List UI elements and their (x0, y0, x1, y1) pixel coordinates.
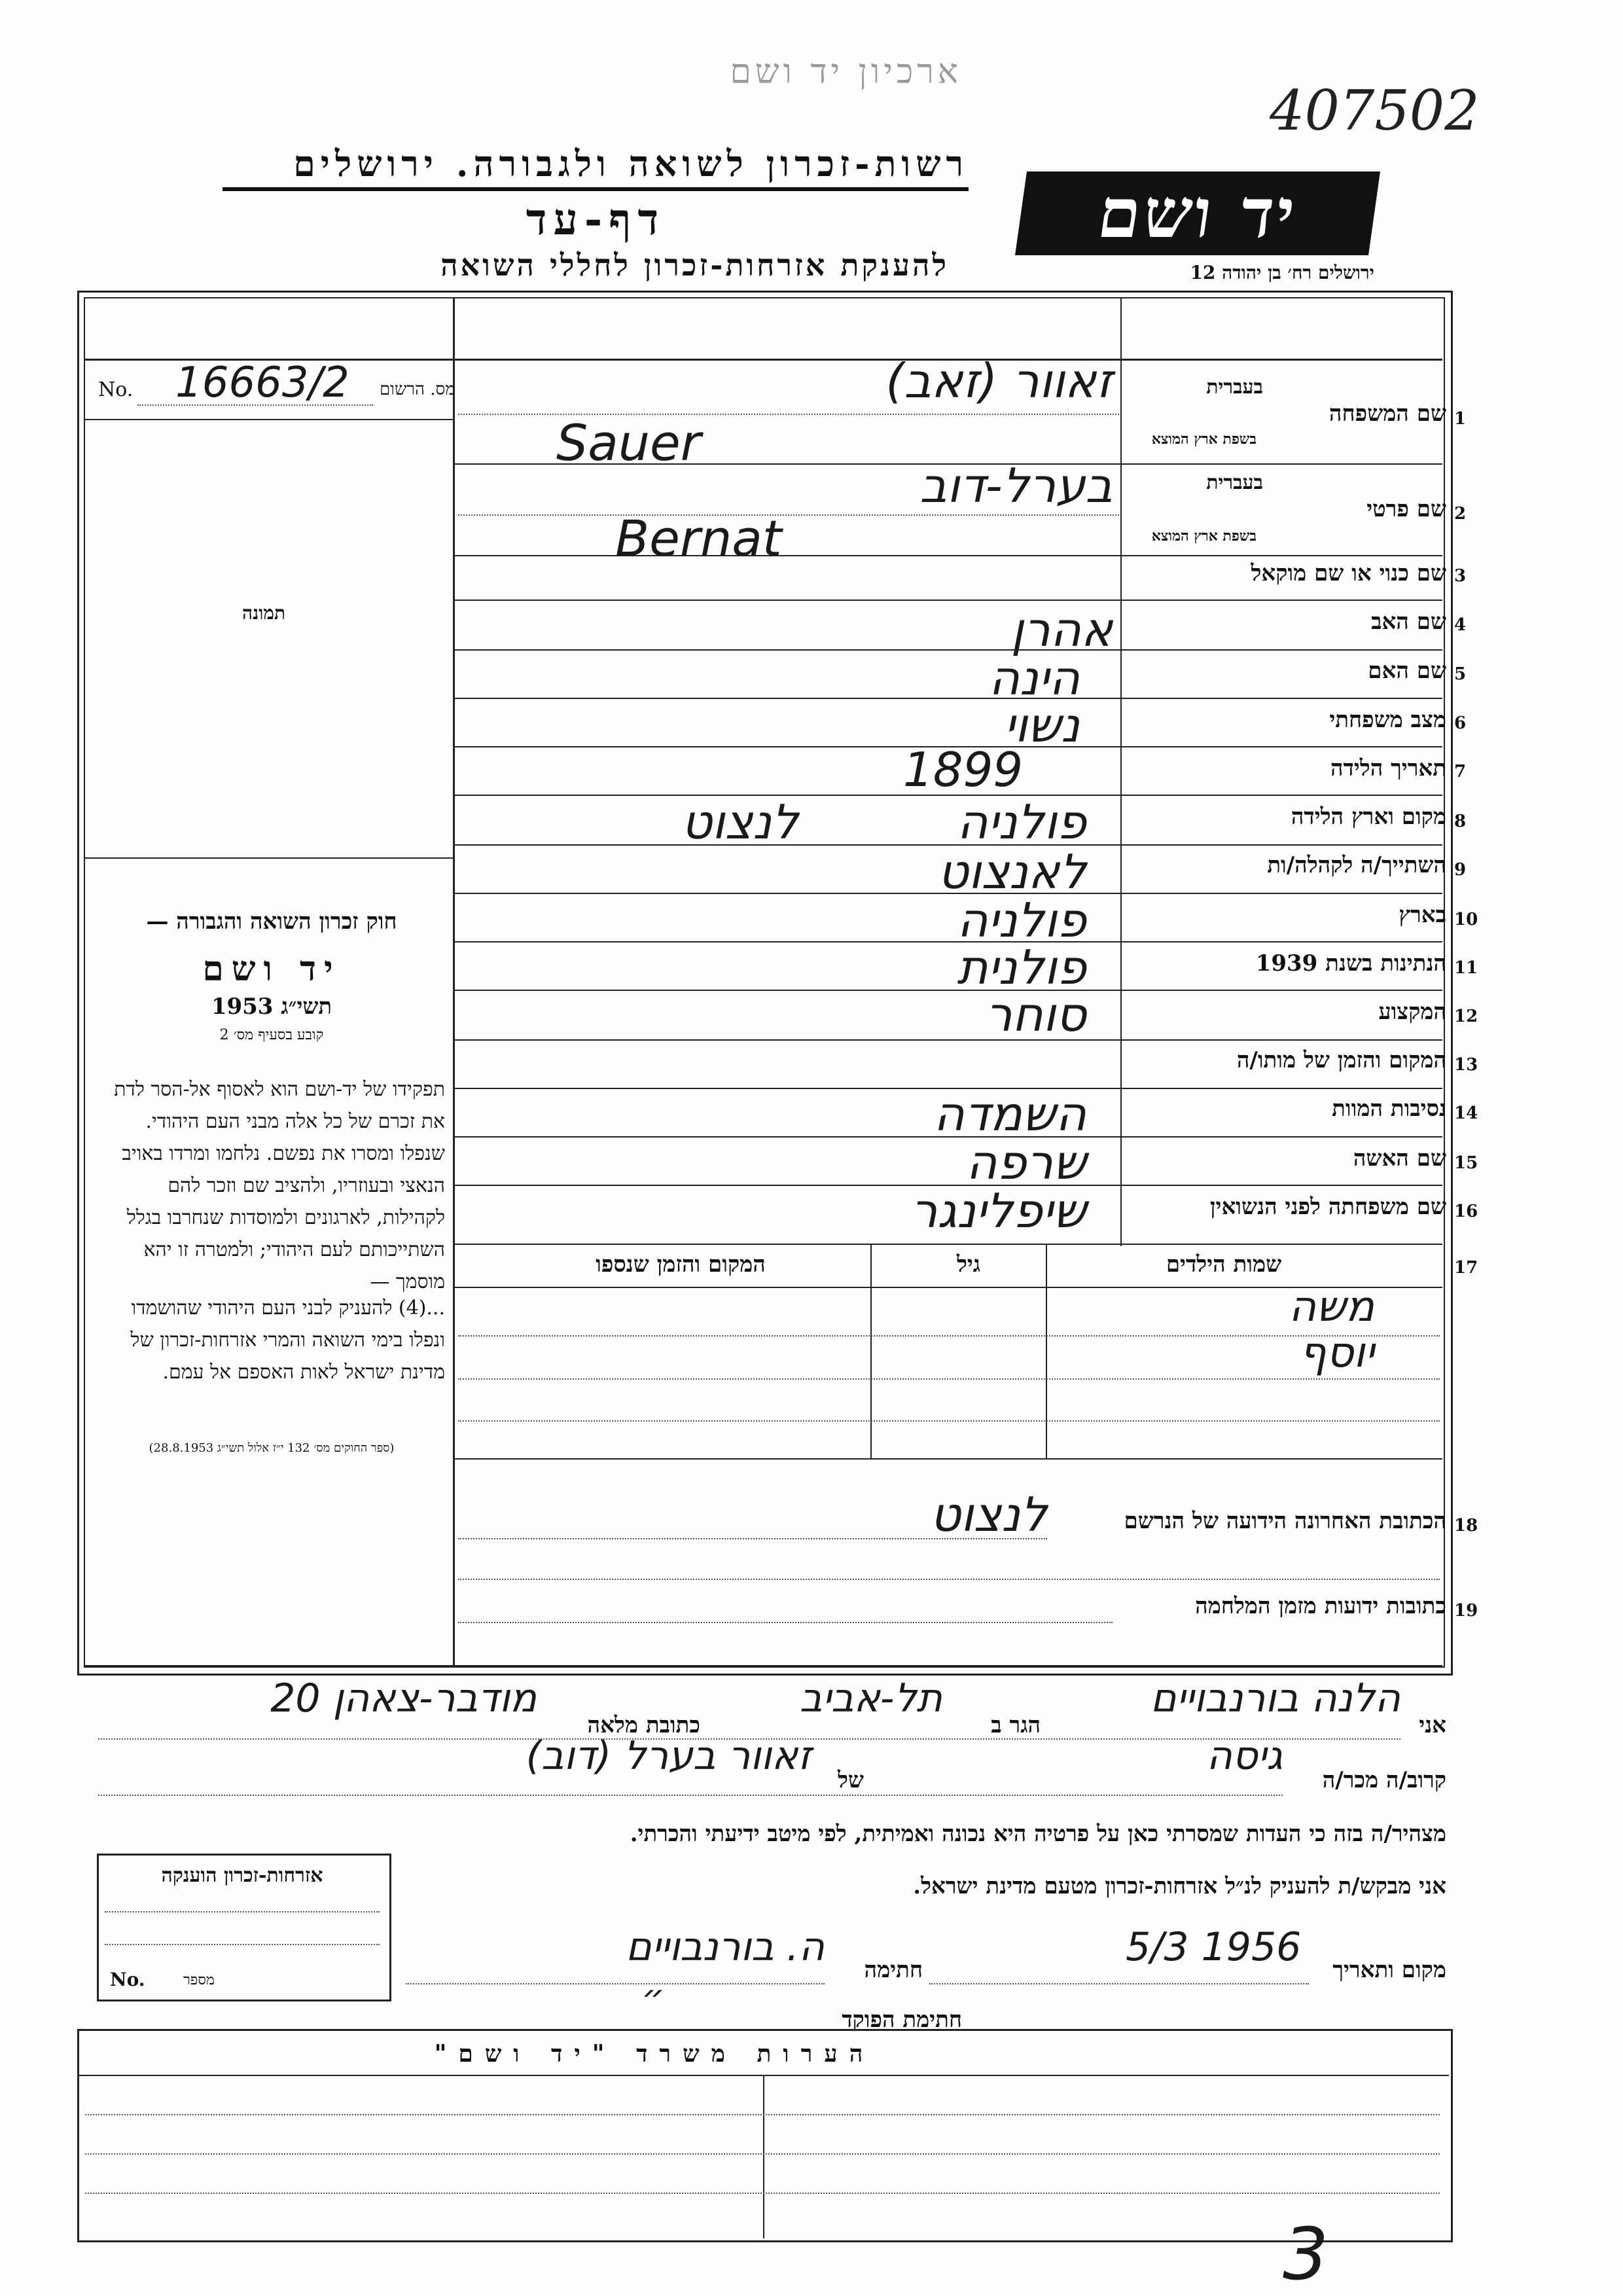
row-number: 4 (1454, 615, 1467, 635)
field-label: המקום והזמן של מותו/ה (1236, 1047, 1446, 1073)
date-line (929, 1983, 1309, 1984)
field-value: סוחר (985, 987, 1086, 1042)
field-label: בארץ (1399, 902, 1446, 928)
label-column-divider (1120, 297, 1122, 1246)
official-mark: ״ (641, 1977, 666, 2019)
field-label: שם פרטי (1366, 496, 1446, 522)
archive-number: 407502 (1270, 79, 1480, 143)
statement-truth: מצהיר/ה בזה כי העדות שמסרתי כאן על פרטיה היא נכונה ואמיתית, לפי מיטב ידיעתי והכרתי. (630, 1821, 1446, 1847)
declaration-line (98, 1795, 1283, 1796)
field-value: נשוי (1004, 698, 1080, 753)
lives-in-label: הגר ב (991, 1712, 1041, 1738)
field-label: נסיבות המוות (1332, 1096, 1446, 1122)
signature-label: חתימה (864, 1957, 923, 1983)
field-label: תאריך הלידה (1330, 755, 1446, 781)
row-number: 12 (1454, 1007, 1478, 1026)
row-number: 17 (1454, 1258, 1478, 1278)
row-divider (453, 1244, 1442, 1245)
relation-label: קרוב/ה מכר/ה (1322, 1767, 1446, 1793)
row-divider (453, 600, 1442, 601)
form-title: דף-עד (526, 194, 666, 245)
row-number: 10 (1454, 910, 1478, 929)
children-row-line (458, 1378, 1440, 1380)
declaration-i-label: אני (1419, 1712, 1446, 1738)
left-column-divider (453, 297, 455, 1665)
official-signature-label: חתימת הפוקד (842, 2007, 962, 2033)
field-value: לאנצוט (938, 844, 1086, 899)
stamp-box-line (105, 1911, 380, 1912)
field-value-local: Bernat (615, 509, 782, 567)
field-value: שרפה (966, 1135, 1086, 1190)
address-line (458, 1579, 1440, 1580)
row-number: 2 (1454, 504, 1467, 524)
address-line (458, 1622, 1113, 1623)
row-number: 16 (1454, 1202, 1478, 1221)
stamp-box-title: אזרחות-זכרון הוענקה (161, 1864, 323, 1887)
notes-line (85, 2193, 1440, 2194)
field-value: הינה (988, 651, 1080, 706)
child-name: יוסף (1299, 1329, 1374, 1377)
city-value: תל-אביב (799, 1676, 942, 1721)
field-label: המקצוע (1378, 999, 1446, 1025)
row-number: 6 (1454, 713, 1467, 733)
last-address-label: הכתובת האחרונה הידועה של הנרשם (1124, 1508, 1446, 1534)
row-subline (458, 514, 1119, 516)
registration-number: 16663/2 (175, 359, 349, 407)
law-reference: (ספר החוקים מס׳ 132 י״ז אלול תשי״ג 28.8.1953) (149, 1441, 395, 1455)
row-number: 11 (1454, 958, 1478, 978)
field-sublabel-hebrew: בעברית (1206, 376, 1263, 399)
law-body-clause-4: ...(4) להעניק לבני העם היהודי שהושמדו ונפלו בימי השואה והמרי אזרחות-זכרון של מדינת ישראל לאות האספם אל עמם. (130, 1297, 445, 1384)
children-bottom-divider (453, 1458, 1442, 1460)
law-body: תפקידו של יד-ושם הוא לאסוף אל-הסר לדת את זכרם של כל אלה מבני העם היהודי. שנפלו ומסרו את נפשם. נלחמו ומרדו באויב הנאצי ובעוזריו, ולהציב שם וזכר להם לקהילות, לארגונים ולמוסדות שנחרבו בגלל השתייכותם לעם היהודי; ולמטרה זו יהא מוסמך — (114, 1078, 445, 1293)
stamp-box-no-label-hebrew: מספר (183, 1972, 215, 1988)
law-name: יד ושם (202, 949, 341, 989)
regno-row-divider (84, 419, 453, 420)
declaration-top-divider (84, 1665, 1442, 1667)
law-title: חוק זכרון השואה והגבורה — (146, 908, 397, 935)
row-number: 3 (1454, 566, 1467, 586)
field-label: מקום וארץ הלידה (1291, 804, 1446, 830)
stamp-box-line (105, 1944, 380, 1945)
yad-vashem-logo: יד ושם (1015, 171, 1380, 255)
photo-bottom-divider (84, 857, 453, 859)
field-value-extra: לנצוט (681, 795, 798, 850)
form-subtitle: להענקת אזרחות-זכרון לחללי השואה (440, 247, 949, 283)
children-row-line (458, 1420, 1440, 1422)
archive-stamp: ארכיון יד ושם (730, 52, 962, 92)
field-value: פולנית (957, 940, 1086, 995)
notes-line (85, 2153, 1440, 2155)
field-value: אהרן (1010, 602, 1113, 657)
field-label: שם האשה (1353, 1145, 1446, 1172)
registration-line (137, 404, 373, 406)
stamp-box-no-label: No. (110, 1969, 145, 1990)
children-col-age: גיל (956, 1251, 981, 1278)
of-label: של (838, 1767, 864, 1793)
row-divider (453, 1039, 1442, 1041)
field-label: שם האם (1368, 658, 1446, 684)
row-number: 15 (1454, 1153, 1478, 1173)
notes-title: הערות משרד "יד ושם" (434, 2040, 875, 2068)
registration-label: מס. הרשום (380, 380, 455, 399)
address-line (458, 1538, 1047, 1539)
row-number: 8 (1454, 812, 1467, 831)
field-value-hebrew: זאוור (זאב) (885, 353, 1113, 408)
law-clause: קובע בסעיף מס׳ 2 (219, 1027, 324, 1043)
full-address-label: כתובת מלאה (587, 1712, 700, 1738)
signature-line (406, 1983, 825, 1984)
registration-prefix: No. (98, 378, 134, 401)
field-label: השתייך/ה לקהלה/ות (1267, 852, 1446, 878)
notes-center-divider (763, 2075, 764, 2238)
field-value-hebrew: בערל-דוב (919, 458, 1113, 513)
children-col-place: המקום והזמן שנספו (596, 1251, 766, 1278)
field-label: מצב משפחתי (1329, 707, 1446, 733)
of-value: זאוור בערל (דוב) (526, 1733, 812, 1779)
row-number: 1 (1454, 409, 1467, 429)
field-sublabel-hebrew: בעברית (1206, 471, 1263, 494)
notes-line (85, 2114, 1440, 2115)
field-value: שיפלינגר (910, 1183, 1086, 1238)
field-value-local: Sauer (556, 414, 701, 472)
signature-value: ה. בורנבויים (626, 1924, 825, 1970)
last-address-value: לנצוט (930, 1487, 1047, 1542)
field-label: הנתינות בשנת 1939 (1255, 950, 1446, 977)
place-date-label: מקום ותאריך (1332, 1957, 1446, 1983)
field-label: שם כנוי או שם מוקאל (1251, 560, 1446, 586)
field-label: שם משפחתה לפני הנשואין (1209, 1194, 1446, 1220)
field-label: שם המשפחה (1329, 401, 1446, 427)
row-number: 18 (1454, 1516, 1478, 1535)
row-number: 7 (1454, 762, 1467, 781)
photo-label: תמונה (242, 602, 286, 624)
children-col-names: שמות הילדים (1166, 1251, 1282, 1278)
declarant-name: הלנה בורנבויים (1150, 1676, 1400, 1721)
row-number: 5 (1454, 664, 1467, 684)
date-value: 5/3 1956 (1126, 1924, 1302, 1970)
children-row-line (458, 1335, 1440, 1336)
relation-value: גיסה (1206, 1733, 1283, 1779)
field-value: השמדה (933, 1086, 1086, 1141)
field-sublabel-local: בשפת ארץ המוצא (1151, 431, 1257, 448)
field-label: שם האב (1371, 609, 1446, 635)
row-number: 13 (1454, 1055, 1478, 1075)
child-name: משה (1289, 1283, 1374, 1331)
wartime-address-label: כתובות ידועות מזמן המלחמה (1195, 1593, 1446, 1619)
full-address-value: מודבר-צאהן 20 (270, 1676, 537, 1721)
organization-line: רשות-זכרון לשואה ולגבורה. ירושלים (223, 143, 969, 191)
field-value: פולניה (957, 795, 1086, 850)
law-year: תשי״ג 1953 (211, 994, 332, 1020)
children-col-divider (1046, 1245, 1047, 1458)
field-value: פולניה (957, 893, 1086, 948)
row-number: 14 (1454, 1103, 1478, 1123)
statement-request: אני מבקש/ת להעניק לנ״ל אזרחות-זכרון מטעם מדינת ישראל. (913, 1873, 1446, 1899)
field-sublabel-local: בשפת ארץ המוצא (1151, 528, 1257, 545)
field-value: 1899 (903, 742, 1024, 797)
row-divider (453, 555, 1442, 556)
children-col-divider (870, 1245, 872, 1458)
page-number: 3 (1283, 2212, 1329, 2296)
logo-address: ירושלים רח׳ בן יהודה 12 (1190, 262, 1374, 283)
row-number: 9 (1454, 860, 1467, 880)
row-number: 19 (1454, 1601, 1478, 1621)
